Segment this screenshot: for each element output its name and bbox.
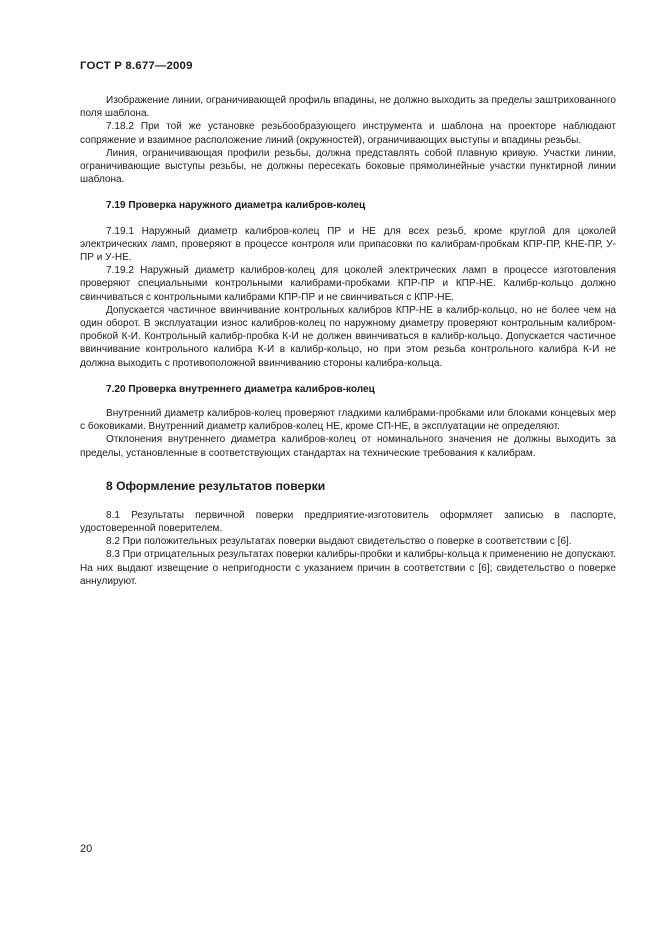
document-body [80, 94, 616, 588]
section-heading-8: 8 Оформление результатов поверки [106, 478, 326, 493]
page-number: 20 [80, 843, 93, 855]
paragraph: 7.19.2 Наружный диаметр калибров-колец для цоколей электрических ламп в процессе изготовления проверяют специальными контрольными калибрами-пробками КПР-ПР и КПР-НЕ. Калибр-кольцо должно свинчиваться с контрольными калибрами КПР-ПР и не свинчиваться с КПР-НЕ. [80, 265, 616, 303]
paragraph: Линия, ограничивающая профили резьбы, должна представлять собой плавную кривую. Участки линии, ограничивающие выступы резьбы, не должны пересекать боковые прямолинейные участки пунктирной линии шаблона. [80, 147, 616, 186]
paragraph: Изображение линии, ограничивающей профиль впадины, не должно выходить за пределы заштрихованного поля шаблона. [80, 95, 616, 120]
paragraph: Отклонения внутреннего диаметра калибров-колец от номинального значения не должны выходить за пределы, установленные в соответствующих стандартах на технические требования к калибрам. [80, 434, 616, 459]
paragraph: 8.3 При отрицательных результатах поверки калибры-пробки и калибры-кольца к применению не допускают. На них выдают извещение о непригодности с указанием причин в соответствии с [6]; свидетельство о поверке аннулируют. [80, 549, 616, 587]
subsection-heading-7-20: 7.20 Проверка внутреннего диаметра калибров-колец [106, 383, 375, 395]
subsection-heading-7-19: 7.19 Проверка наружного диаметра калибров-колец [106, 200, 366, 212]
paragraph: 7.19.1 Наружный диаметр калибров-колец ПР и НЕ для всех резьб, кроме круглой для цоколей электрических ламп, проверяют в процессе контроля или припасовки по калибрам-пробкам КПР-ПР, КНЕ-ПР, У-ПР и У-НЕ. [80, 225, 616, 264]
paragraph: Внутренний диаметр калибров-колец проверяют гладкими калибрами-пробками или блоками концевых мер с боковиками. Внутренний диаметр калибров-колец НЕ, кроме СП-НЕ, в эксплуатации не определяют. [80, 408, 616, 433]
document-header: ГОСТ Р 8.677—2009 [80, 60, 193, 72]
paragraph: 8.1 Результаты первичной поверки предприятие-изготовитель оформляет записью в паспорте, удостоверенной поверителем. [80, 509, 616, 535]
paragraph: 7.18.2 При той же установке резьбообразующего инструмента и шаблона на проекторе наблюдают сопряжение и взаимное расположение линий (окружностей), ограничивающих выступы и впадины резьбы. [80, 121, 616, 146]
paragraph: Допускается частичное ввинчивание контрольных калибров КПР-НЕ в калибр-кольцо, но не более чем на один оборот. В эксплуатации износ калибров-колец по наружному диаметру проверяют контрольным калибром-пробкой К-И. Контрольный калибр-пробка К-И не должен ввинчиваться в калибр-кольцо. Допускается частичное ввинчивание контрольного калибра К-И в калибр-кольцо, но при этом резьба контрольного калибра К-И не должна выходить с противоположной ввинчиванию стороны калибра-кольца. [80, 304, 616, 369]
paragraph: 8.2 При положительных результатах поверки выдают свидетельство о поверке в соответствии с [6]. [106, 536, 572, 548]
